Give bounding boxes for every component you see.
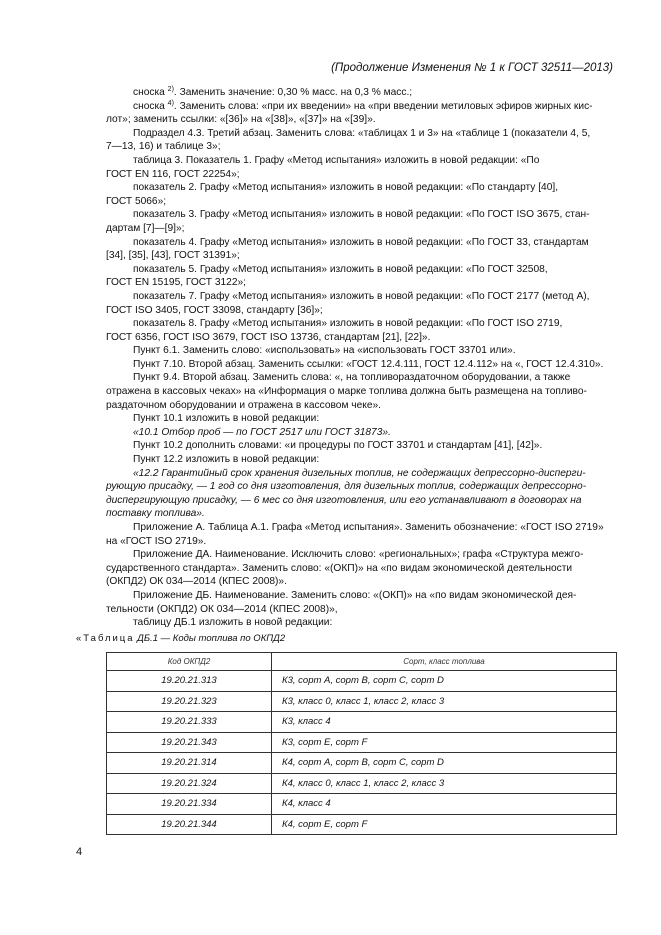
cell-code: 19.20.21.324 — [107, 773, 272, 794]
running-header: (Продолжение Изменения № 1 к ГОСТ 32511—2013) — [331, 62, 613, 74]
text-run: показатель 2. Графу «Метод испытания» изложить в новой редакции: «По стандарту [40], — [133, 182, 559, 194]
text-line — [106, 371, 617, 385]
text-run: поставку топлива». — [106, 508, 205, 520]
text-run: показатель 5. Графу «Метод испытания» изложить в новой редакции: «По ГОСТ 32508, — [133, 263, 548, 275]
fuel-codes-table — [106, 652, 617, 835]
text-line — [106, 548, 617, 562]
text-line — [106, 603, 617, 617]
cell-grade: К4, сорт А, сорт В, сорт С, сорт D — [272, 753, 617, 774]
text-run: . Заменить слова: «при их введении» на «при введении метиловых эфиров жирных кис- — [173, 100, 593, 112]
text-run: ГОСТ 6356, ГОСТ ISO 3679, ГОСТ ISO 13736, стандартам [21], [22]». — [106, 331, 431, 343]
text-line — [106, 358, 617, 372]
text-line — [106, 453, 617, 467]
text-line — [106, 616, 617, 630]
text-run: рующую присадку, — 1 год со дня изготовления, для дизельных топлив, содержащих депрессорно- — [106, 481, 587, 493]
cell-grade: К4, класс 4 — [272, 794, 617, 815]
text-run: сударственного стандарта». Заменить слово: «(ОКП)» на «по видам экономической деятельности — [106, 562, 573, 574]
text-line — [106, 589, 617, 603]
text-line — [106, 562, 617, 576]
cell-grade: К3, класс 4 — [272, 712, 617, 733]
cell-grade: К4, класс 0, класс 1, класс 2, класс 3 — [272, 773, 617, 794]
text-run: Пункт 10.1 изложить в новой редакции: — [133, 413, 320, 425]
text-line — [106, 113, 617, 127]
cell-code: 19.20.21.323 — [107, 691, 272, 712]
text-run: «12.2 Гарантийный срок хранения дизельных топлив, не содержащих депрессорно-дисперги- — [133, 467, 586, 479]
table-row — [107, 794, 617, 815]
body-text — [106, 86, 617, 630]
text-line — [106, 412, 617, 426]
table-row — [107, 671, 617, 692]
text-run: на «ГОСТ ISO 2719». — [106, 535, 207, 547]
text-line — [106, 276, 617, 290]
text-line — [106, 439, 617, 453]
text-line — [106, 331, 617, 345]
text-line — [106, 480, 617, 494]
text-line — [106, 399, 617, 413]
col-header-grade: Сорт, класс топлива — [272, 653, 617, 671]
cell-code: 19.20.21.334 — [107, 794, 272, 815]
col-header-code: Код ОКПД2 — [107, 653, 272, 671]
table-row — [107, 773, 617, 794]
text-line — [106, 168, 617, 182]
table-header-row — [107, 653, 617, 671]
text-line — [106, 249, 617, 263]
text-run: ГОСТ 5066»; — [106, 195, 167, 207]
cell-code: 19.20.21.313 — [107, 671, 272, 692]
text-run: таблица 3. Показатель 1. Графу «Метод испытания» изложить в новой редакции: «По — [133, 154, 540, 166]
footnote-mark: 4) — [167, 99, 174, 107]
table-row — [107, 712, 617, 733]
text-run: Подраздел 4.3. Третий абзац. Заменить слова: «таблицах 1 и 3» на «таблице 1 (показатели 4, 5, — [133, 127, 591, 139]
text-run: показатель 4. Графу «Метод испытания» изложить в новой редакции: «По ГОСТ 33, стандартам — [133, 236, 589, 248]
cell-code: 19.20.21.333 — [107, 712, 272, 733]
text-line — [106, 140, 617, 154]
text-run: Пункт 10.2 дополнить словами: «и процедуры по ГОСТ 33701 и стандартам [41], [42]». — [133, 440, 543, 452]
text-run: [34], [35], [43], ГОСТ 31391»; — [106, 250, 240, 262]
cell-code: 19.20.21.343 — [107, 732, 272, 753]
page-number: 4 — [76, 846, 83, 858]
text-line — [106, 467, 617, 481]
text-run: сноска — [133, 87, 168, 98]
text-run: таблицу ДБ.1 изложить в новой редакции: — [133, 617, 333, 629]
text-line — [106, 535, 617, 549]
text-run: Пункт 7.10. Второй абзац. Заменить ссылки: «ГОСТ 12.4.111, ГОСТ 12.4.112» на «, ГОСТ 12.4.310». — [133, 358, 604, 370]
text-line — [106, 263, 617, 277]
cell-grade: К3, сорт А, сорт В, сорт С, сорт D — [272, 671, 617, 692]
text-run: Пункт 9.4. Второй абзац. Заменить слова: «, на топливораздаточном оборудовании, а также — [133, 372, 571, 384]
text-line — [106, 426, 617, 440]
text-run: (ОКПД2) ОК 034—2014 (КПЕС 2008)». — [106, 576, 287, 588]
text-line — [106, 181, 617, 195]
text-run: Приложение ДБ. Наименование. Заменить слово: «(ОКП)» на «по видам экономической дея- — [133, 589, 577, 601]
text-run: ГОСТ EN 15195, ГОСТ 3122»; — [106, 277, 247, 289]
cell-grade: К4, сорт Е, сорт F — [272, 814, 617, 835]
table-row — [107, 732, 617, 753]
text-run: показатель 7. Графу «Метод испытания» изложить в новой редакции: «По ГОСТ 2177 (метод А), — [133, 290, 590, 302]
text-line — [106, 100, 617, 114]
caption-title: ДБ.1 — Коды топлива по ОКПД2 — [134, 633, 286, 644]
text-run: дартам [7]—[9]»; — [106, 222, 185, 234]
text-run: диспергирующую присадку, — 6 мес со дня изготовления, или его устанавливают в договорах на — [106, 494, 582, 506]
text-run: сноска — [133, 100, 168, 112]
text-line — [106, 521, 617, 535]
caption-prefix: «Таблица — [76, 633, 135, 644]
text-line — [106, 86, 617, 100]
table-caption — [76, 633, 285, 644]
text-run: показатель 3. Графу «Метод испытания» изложить в новой редакции: «По ГОСТ ISO 3675, стан- — [133, 209, 590, 221]
cell-grade: К3, класс 0, класс 1, класс 2, класс 3 — [272, 691, 617, 712]
text-run: 7—13, 16) и таблице 3»; — [106, 141, 221, 153]
table-row — [107, 814, 617, 835]
text-line — [106, 385, 617, 399]
text-line — [106, 317, 617, 331]
text-line — [106, 127, 617, 141]
text-line — [106, 195, 617, 209]
text-run: Пункт 12.2 изложить в новой редакции: — [133, 454, 320, 466]
text-run: ГОСТ ISO 3405, ГОСТ 33098, стандарту [36]»; — [106, 304, 323, 316]
text-run: . Заменить значение: 0,30 % масс. на 0,3 % масс.; — [173, 87, 413, 98]
text-line — [106, 507, 617, 521]
text-run: тельности (ОКПД2) ОК 034—2014 (КПЕС 2008)», — [106, 603, 338, 615]
table-row — [107, 753, 617, 774]
text-run: лот»; заменить ссылки: «[36]» на «[38]», «[37]» на «[39]». — [106, 114, 376, 126]
cell-code: 19.20.21.344 — [107, 814, 272, 835]
cell-grade: К3, сорт Е, сорт F — [272, 732, 617, 753]
text-line — [106, 494, 617, 508]
text-run: отражена в кассовых чеках» на «Информация о марке топлива должна быть размещена на топливо- — [106, 386, 587, 398]
text-line — [106, 304, 617, 318]
text-line — [106, 236, 617, 250]
footnote-mark: 2) — [167, 86, 174, 93]
text-run: «10.1 Отбор проб — по ГОСТ 2517 или ГОСТ 31873». — [133, 426, 391, 438]
text-run: раздаточном оборудовании и отражена в кассовом чеке». — [106, 399, 381, 411]
text-line — [106, 344, 617, 358]
text-run: показатель 8. Графу «Метод испытания» изложить в новой редакции: «По ГОСТ ISO 2719, — [133, 318, 563, 330]
text-line — [106, 208, 617, 222]
text-run: Приложение А. Таблица А.1. Графа «Метод испытания». Заменить обозначение: «ГОСТ ISO 2719» — [133, 522, 604, 533]
table-row — [107, 691, 617, 712]
text-line — [106, 575, 617, 589]
text-line — [106, 222, 617, 236]
text-run: Приложение ДА. Наименование. Исключить слово: «региональных»; графа «Структура межго- — [133, 549, 584, 561]
text-run: ГОСТ EN 116, ГОСТ 22254»; — [106, 168, 240, 180]
text-run: Пункт 6.1. Заменить слово: «использовать» на «использовать ГОСТ 33701 или». — [133, 345, 516, 357]
cell-code: 19.20.21.314 — [107, 753, 272, 774]
text-line — [106, 154, 617, 168]
text-line — [106, 290, 617, 304]
